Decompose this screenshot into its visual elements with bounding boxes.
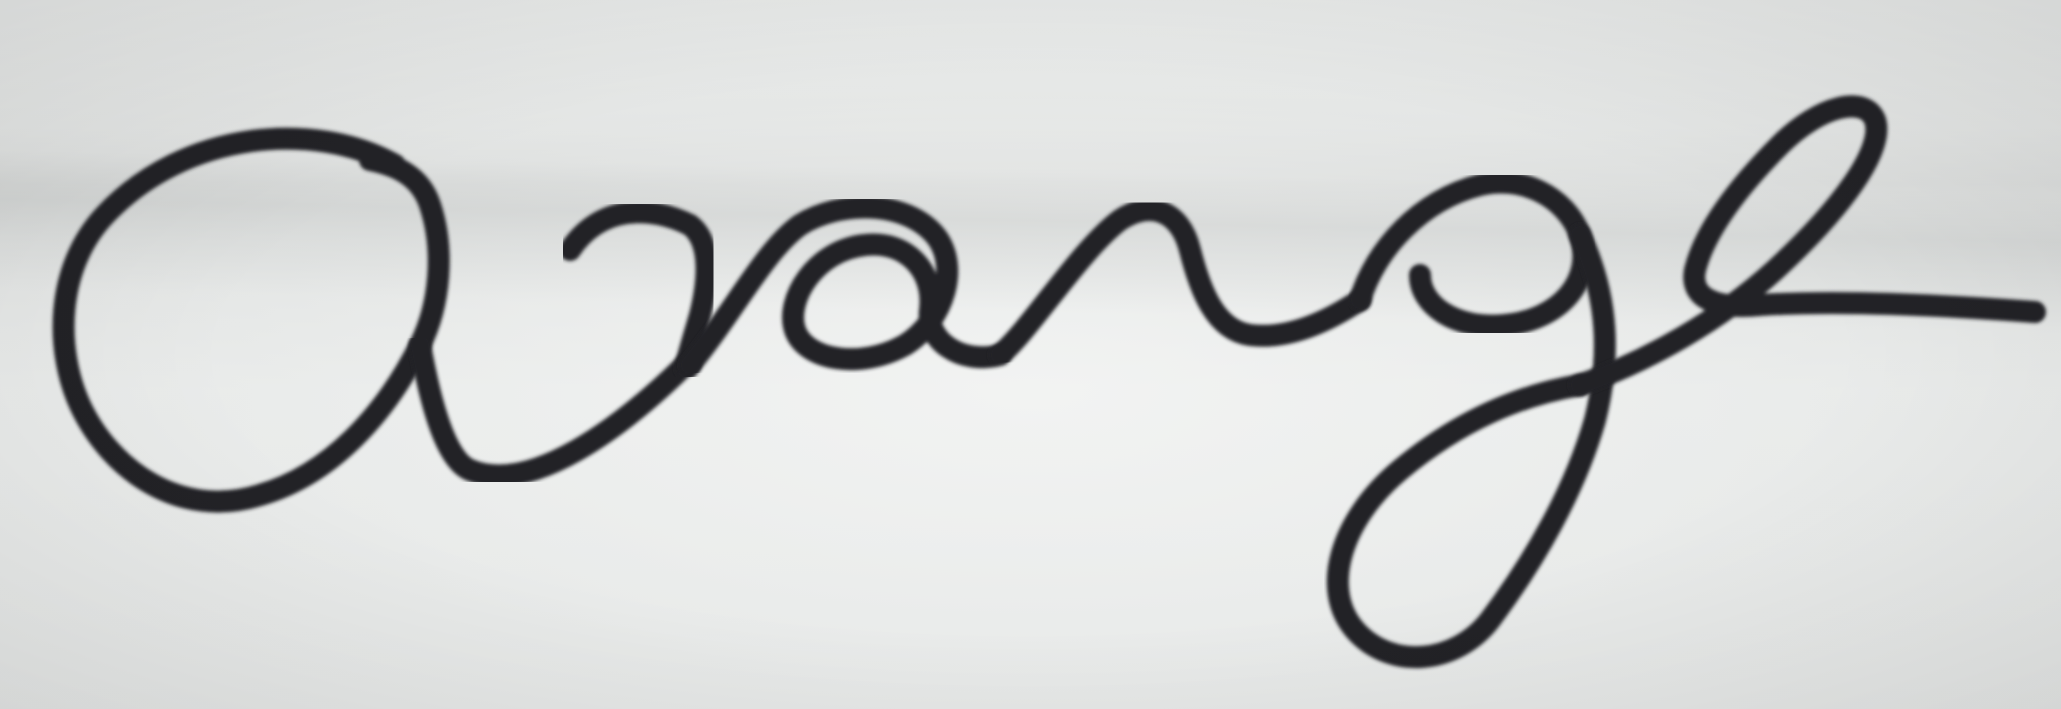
letter-n	[1000, 210, 1360, 355]
letter-r	[570, 212, 707, 369]
letter-e	[1580, 106, 2035, 385]
letter-g-bowl	[1360, 182, 1583, 325]
letter-a	[690, 207, 1000, 365]
o-tail-connector	[420, 345, 690, 475]
letter-o-loop	[64, 139, 439, 502]
